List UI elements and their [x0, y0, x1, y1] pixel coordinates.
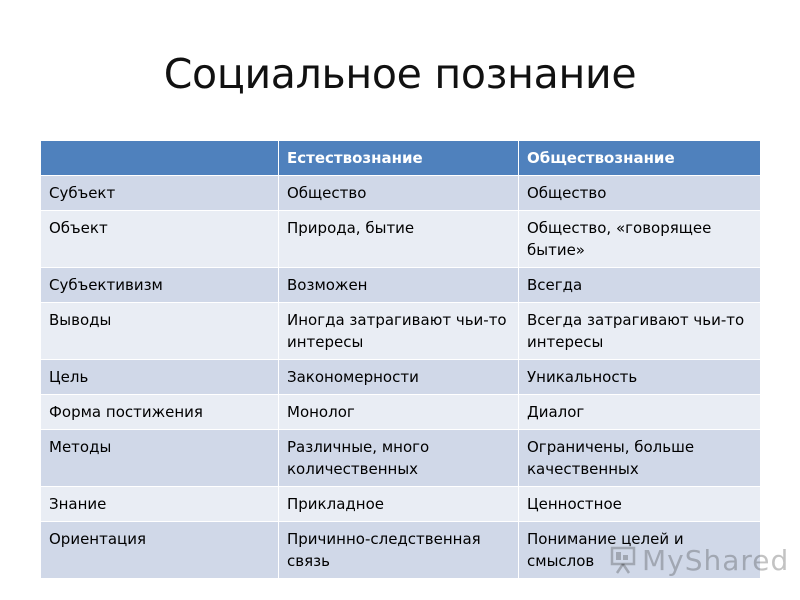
social-science-cell: Ценностное: [519, 487, 761, 522]
comparison-table: [40, 140, 761, 579]
social-science-cell: Всегда: [519, 268, 761, 303]
table-row: [41, 360, 761, 395]
watermark-text: MyShared: [642, 543, 790, 577]
row-label: Объект: [41, 211, 279, 268]
header-cell-natural-science: Естествознание: [279, 141, 519, 176]
social-science-cell: Диалог: [519, 395, 761, 430]
natural-science-cell: Закономерности: [279, 360, 519, 395]
row-label: Цель: [41, 360, 279, 395]
slide-title: Социальное познание: [163, 50, 637, 98]
natural-science-cell: Иногда затрагивают чьи-то интересы: [279, 303, 519, 360]
table-row: [41, 211, 761, 268]
table-row: [41, 395, 761, 430]
table-row: [41, 176, 761, 211]
social-science-cell: Понимание целей и смыслов: [519, 522, 761, 579]
social-science-cell: Всегда затрагивают чьи-то интересы: [519, 303, 761, 360]
row-label: Субъект: [41, 176, 279, 211]
natural-science-cell: Различные, много количественных: [279, 430, 519, 487]
table-row: [41, 303, 761, 360]
table-row: [41, 522, 761, 579]
row-label: Выводы: [41, 303, 279, 360]
table-header-row: [41, 141, 761, 176]
row-label: Субъективизм: [41, 268, 279, 303]
natural-science-cell: Природа, бытие: [279, 211, 519, 268]
header-cell-social-science: Обществознание: [519, 141, 761, 176]
natural-science-cell: Монолог: [279, 395, 519, 430]
row-label: Знание: [41, 487, 279, 522]
table-row: [41, 430, 761, 487]
row-label: Методы: [41, 430, 279, 487]
natural-science-cell: Прикладное: [279, 487, 519, 522]
row-label: Ориентация: [41, 522, 279, 579]
header-cell-empty: [41, 141, 279, 176]
social-science-cell: Общество, «говорящее бытие»: [519, 211, 761, 268]
natural-science-cell: Возможен: [279, 268, 519, 303]
social-science-cell: Общество: [519, 176, 761, 211]
social-science-cell: Уникальность: [519, 360, 761, 395]
natural-science-cell: Общество: [279, 176, 519, 211]
row-label: Форма постижения: [41, 395, 279, 430]
natural-science-cell: Причинно-следственная связь: [279, 522, 519, 579]
comparison-table-container: [40, 140, 760, 579]
social-science-cell: Ограничены, больше качественных: [519, 430, 761, 487]
table-row: [41, 268, 761, 303]
table-row: [41, 487, 761, 522]
